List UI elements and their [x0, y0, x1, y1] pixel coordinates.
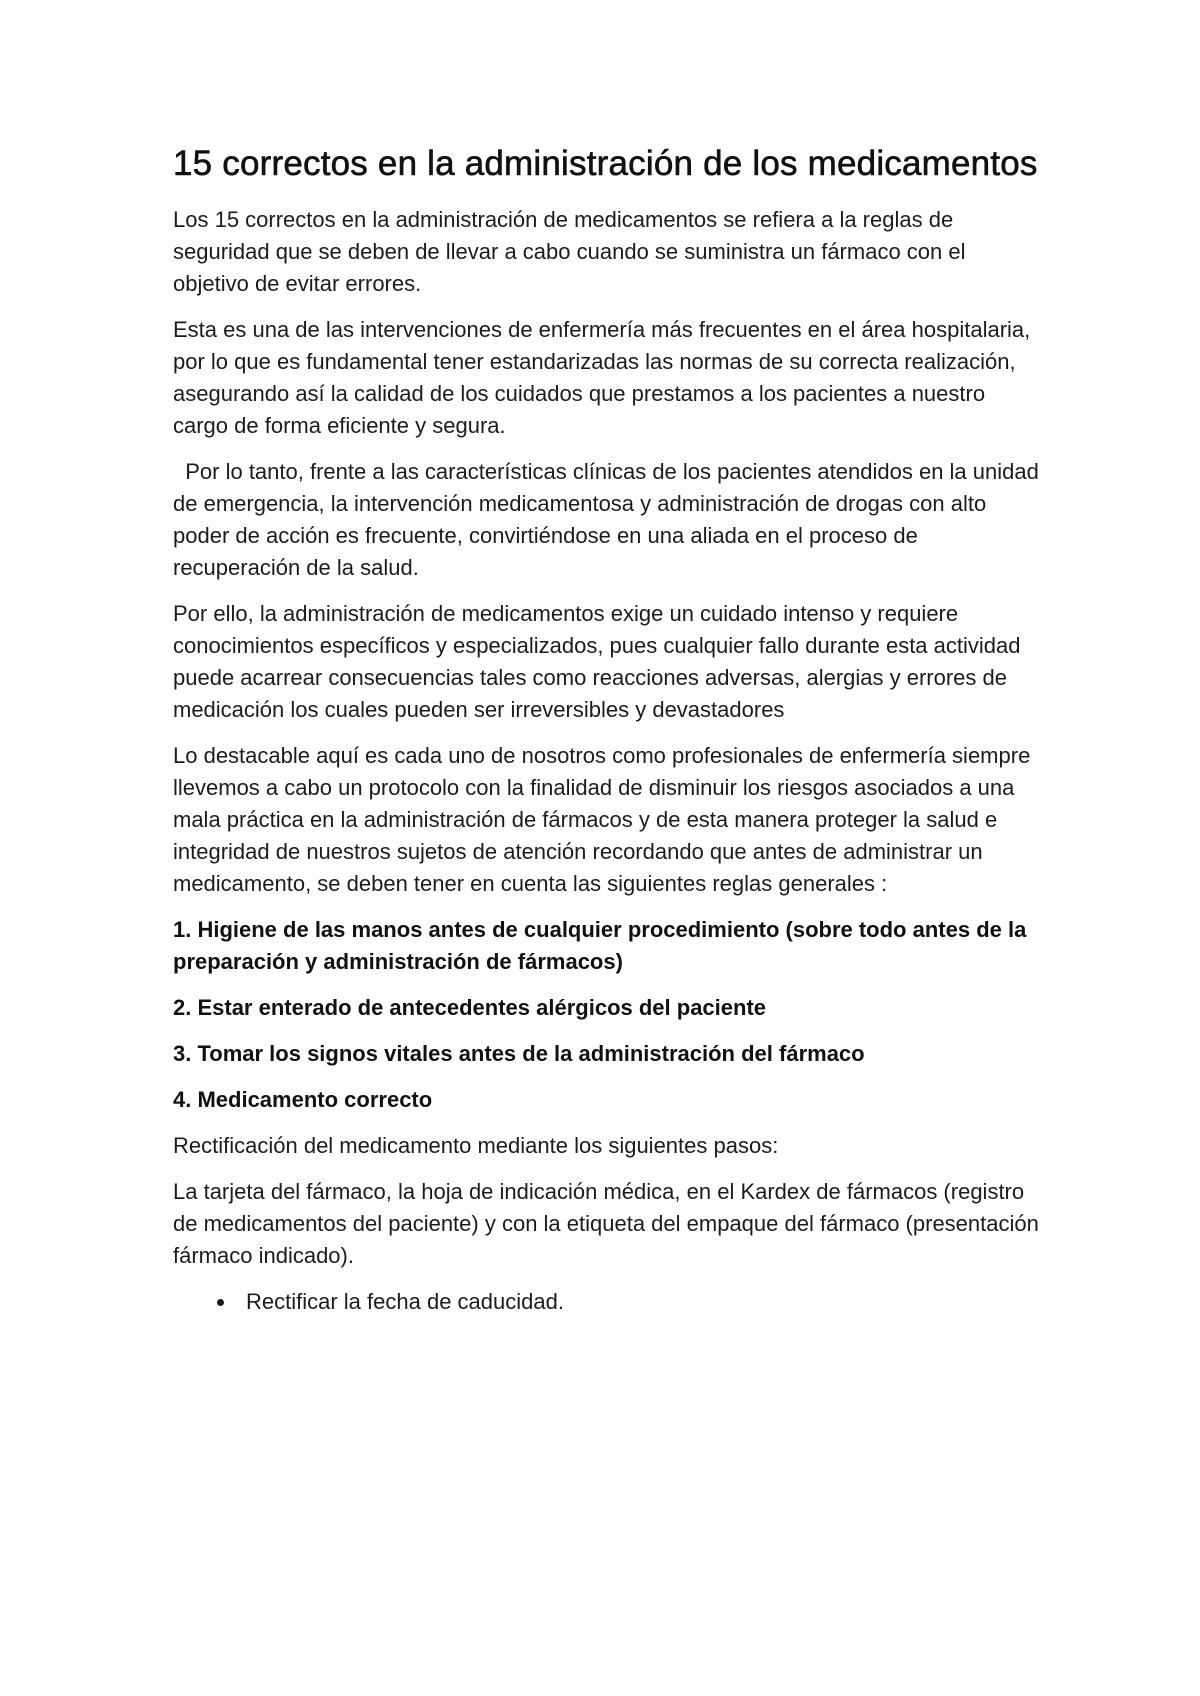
care-paragraph: Por ello, la administración de medicamentos exige un cuidado intenso y requiere conocimientos específicos y especializados, pues cualquier fallo durante esta actividad puede acarrear consecuencias tales como reacciones adversas, alergias y errores de medicación los cuales pueden ser irreversibles y devastadores	[173, 601, 1021, 722]
rectification-paragraph: Rectificación del medicamento mediante los siguientes pasos:	[173, 1133, 779, 1158]
bullet-icon	[217, 1299, 224, 1306]
rule-step-2: 2. Estar enterado de antecedentes alérgicos del paciente	[173, 995, 767, 1020]
list-item-text: Rectificar la fecha de caducidad.	[246, 1289, 564, 1314]
rule-step-3: 3. Tomar los signos vitales antes de la administración del fármaco	[173, 1041, 865, 1066]
rule-step-4: 4. Medicamento correcto	[173, 1087, 433, 1112]
kardex-paragraph: La tarjeta del fármaco, la hoja de indicación médica, en el Kardex de fármacos (registro de medicamentos del paciente) y con la etiqueta del empaque del fármaco (presentación fármaco indicado).	[173, 1179, 1039, 1268]
check-list	[173, 1286, 1043, 1318]
intro-paragraph: Los 15 correctos en la administración de medicamentos se refiera a la reglas de seguridad que se deben de llevar a cabo cuando se suministra un fármaco con el objetivo de evitar errores.	[173, 207, 966, 296]
emergency-paragraph: Por lo tanto, frente a las características clínicas de los pacientes atendidos en la unidad de emergencia, la intervención medicamentosa y administración de drogas con alto poder de acción es frecuente, convirtiéndose en una aliada en el proceso de recuperación de la salud.	[173, 459, 1045, 580]
protocol-paragraph: Lo destacable aquí es cada uno de nosotros como profesionales de enfermería siempre llevemos a cabo un protocolo con la finalidad de disminuir los riesgos asociados a una mala práctica en la administración de fármacos y de esta manera proteger la salud e integridad de nuestros sujetos de atención recordando que antes de administrar un medicamento, se deben tener en cuenta las siguientes reglas generales :	[173, 743, 1031, 896]
list-item	[173, 1286, 1043, 1318]
document-title: 15 correctos en la administración de los medicamentos	[173, 144, 1038, 183]
document-page	[173, 140, 1043, 1318]
rule-step-1: 1. Higiene de las manos antes de cualquier procedimiento (sobre todo antes de la preparación y administración de fármacos)	[173, 917, 1027, 974]
nursing-paragraph: Esta es una de las intervenciones de enfermería más frecuentes en el área hospitalaria, por lo que es fundamental tener estandarizadas las normas de su correcta realización, asegurando así la calidad de los cuidados que prestamos a los pacientes a nuestro cargo de forma eficiente y segura.	[173, 317, 1031, 438]
